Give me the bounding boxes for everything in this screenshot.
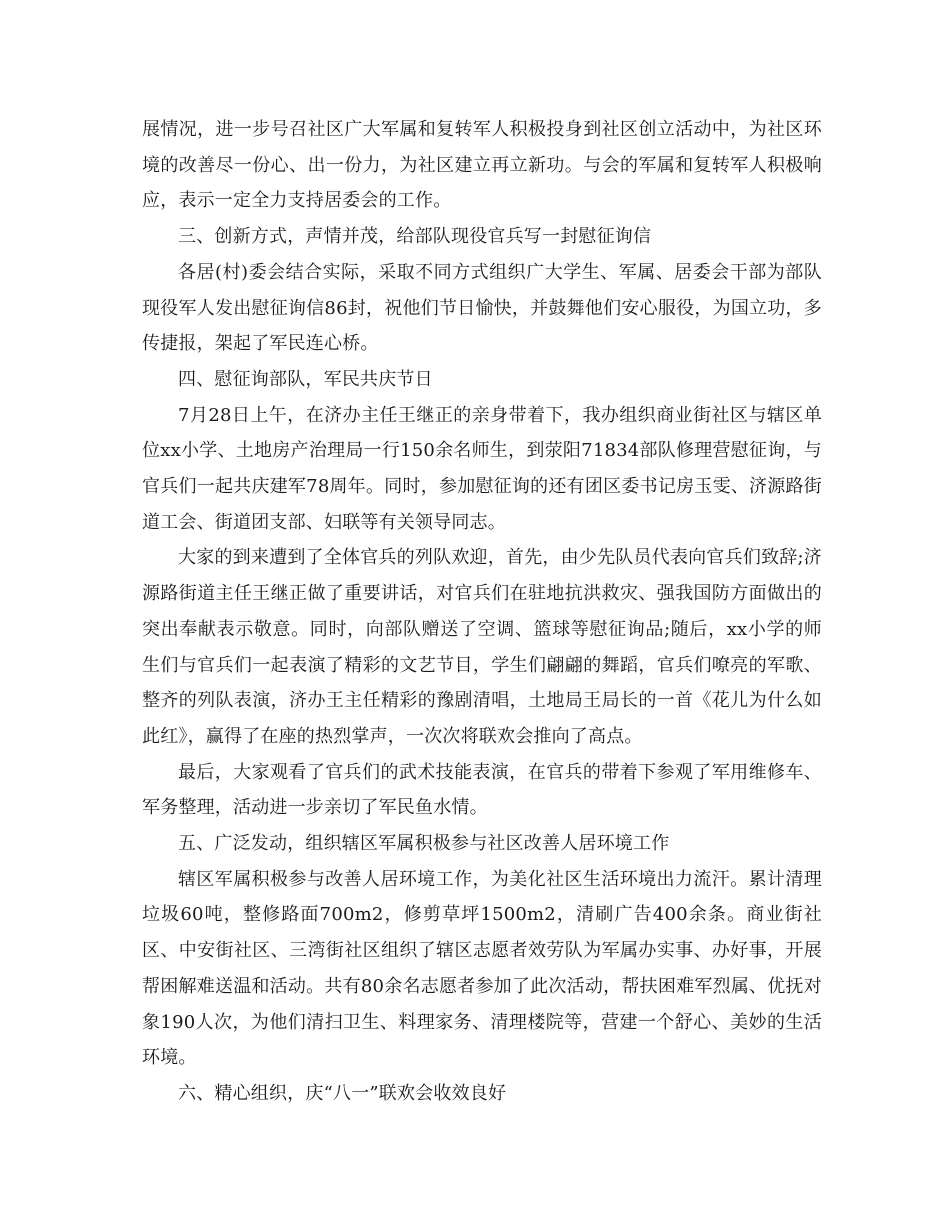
paragraph: 展情况，进一步号召社区广大军属和复转军人积极投身到社区创立活动中，为社区环境的改善尽一份心、出一份力，为社区建立再立新功。与会的军属和复转军人积极响应，表示一定全力支持居委会的工作。 [142, 119, 822, 212]
section-heading: 六、精心组织，庆“八一”联欢会收效良好 [178, 1082, 507, 1104]
paragraph: 7月28日上午，在济办主任王继正的亲身带着下，我办组织商业街社区与辖区单位xx小学、土地房产治理局一行150余名师生，到荥阳71834部队修理营慰征询，与官兵们一起共庆建军78周年。同时，参加慰征询的还有团区委书记房玉雯、济源路街道工会、街道团支部、妇联等有关领导同志。 [142, 404, 822, 533]
section-heading: 五、广泛发动，组织辖区军属积极参与社区改善人居环境工作 [178, 833, 670, 855]
document-body [142, 112, 822, 1112]
paragraph: 大家的到来遭到了全体官兵的列队欢迎，首先，由少先队员代表向官兵们致辞;济源路街道主任王继正做了重要讲话，对官兵们在驻地抗洪救灾、强我国防方面做出的突出奉献表示敬意。同时，向部队赠送了空调、篮球等慰征询品;随后，xx小学的师生们与官兵们一起表演了精彩的文艺节目，学生们翩翩的舞蹈，官兵们嘹亮的军歌、整齐的列队表演，济办王主任精彩的豫剧清唱，土地局王局长的一首《花儿为什么如此红》，赢得了在座的热烈掌声，一次次将联欢会推向了高点。 [142, 547, 822, 747]
section-heading: 三、创新方式，声情并茂，给部队现役官兵写一封慰征询信 [178, 226, 652, 248]
section-heading: 四、慰征询部队，军民共庆节日 [178, 368, 433, 390]
paragraph: 辖区军属积极参与改善人居环境工作，为美化社区生活环境出力流汗。累计清理垃圾60吨，整修路面700m2，修剪草坪1500m2，清刷广告400余条。商业街社区、中安街社区、三湾街社区组织了辖区志愿者效劳队为军属办实事、办好事，开展帮困解难送温和活动。共有80余名志愿者参加了此次活动，帮扶困难军烈属、优抚对象190人次，为他们清扫卫生、料理家务、清理楼院等，营建一个舒心、美妙的生活环境。 [142, 868, 822, 1069]
paragraph: 各居(村)委会结合实际，采取不同方式组织广大学生、军属、居委会干部为部队现役军人发出慰征询信86封，祝他们节日愉快，并鼓舞他们安心服役，为国立功，多传捷报，架起了军民连心桥。 [142, 261, 822, 355]
paragraph: 最后，大家观看了官兵们的武术技能表演，在官兵的带着下参观了军用维修车、军务整理，活动进一步亲切了军民鱼水情。 [142, 761, 822, 819]
